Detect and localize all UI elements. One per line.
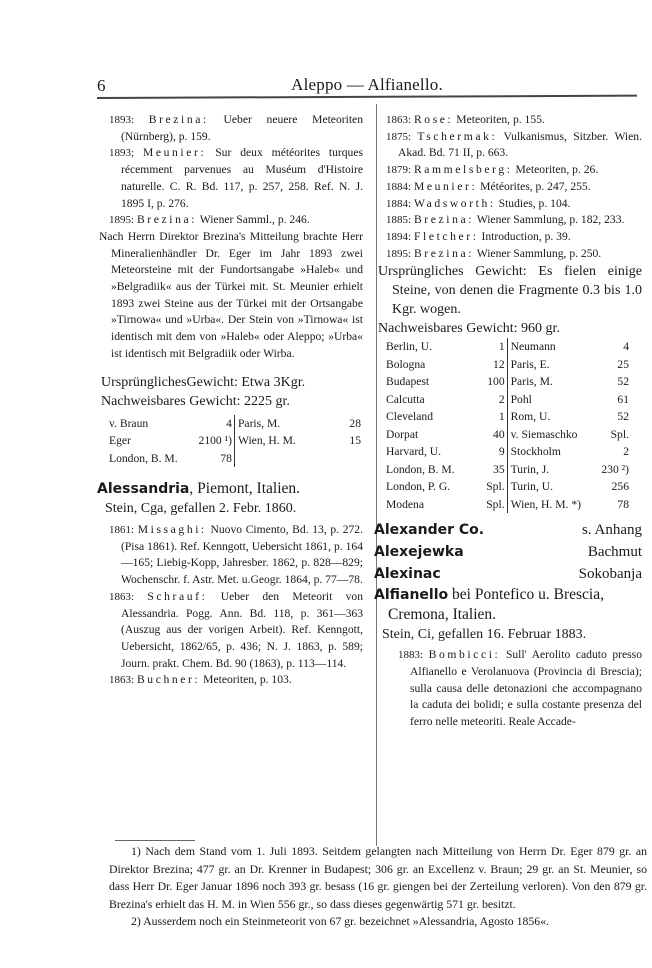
author: Schrauf: xyxy=(147,589,208,603)
table-row: London, B. M. 78 xyxy=(109,450,363,468)
collection-weight: 100 xyxy=(487,375,505,389)
reference-entry: 1861: Missaghi: Nuovo Cimento, Bd. 13, p. 272. (Pisa 1861). Ref. Kenngott, Uebersicht 1861, p. 164—165; Liebig-Kopp, Jahresber. 1862, p. 828—829; Wochenschr. f. Astr. Met. u.Geogr. 1864, p. 77—78. xyxy=(109,523,364,587)
table-row xyxy=(386,356,631,374)
collection-name: Bologna xyxy=(386,357,426,371)
entry-heading-alfianello: Alfianello bei Pontefico u. Brescia, Cremona, Italien. xyxy=(374,586,604,624)
author: Buchner: xyxy=(136,673,201,687)
cross-reference-entry xyxy=(374,563,642,585)
collection-weight: 52 xyxy=(617,410,629,424)
author: Bombicci: xyxy=(428,648,501,662)
reference-entry: 1884: Meunier: Météorites, p. 247, 255. xyxy=(386,179,591,193)
collections-table xyxy=(386,338,631,513)
reference-entry: 1885: Brezina: Wiener Sammlung, p. 182, 233. xyxy=(386,213,625,227)
collection-name: Budapest xyxy=(386,375,430,389)
collection-name: Modena xyxy=(386,497,424,511)
collection-name: London, P. G. xyxy=(386,480,451,494)
collection-weight: 1 xyxy=(498,340,505,354)
collection-weight: 2 xyxy=(623,445,629,459)
fall-info: Stein, Cga, gefallen 2. Febr. 1860. xyxy=(105,501,297,517)
collection-name: Cleveland xyxy=(386,410,434,424)
reference-entry: 1893: Brezina: Ueber neuere Meteoriten (Nürnberg), p. 159. xyxy=(109,113,363,143)
reference-entry: 1893; Meunier: Sur deux météorites turques récemment parvenues au Muséum d'Histoire naturelle. C. R. Bd. 117, p. 257, 258. Ref. N. J. 1895 I, p. 276. xyxy=(109,146,364,210)
table-row xyxy=(386,443,631,461)
references-aleppo-cont xyxy=(386,112,642,262)
reference-entry: 1879: Rammelsberg: Meteoriten, p. 26. xyxy=(386,163,599,177)
entry-name: Alexejewka xyxy=(374,544,464,561)
reference-entry: 1884: Wadsworth: Studies, p. 104. xyxy=(386,196,571,210)
collection-weight: 9 xyxy=(498,445,505,459)
collection-weight: 1 xyxy=(498,410,505,424)
footnote-rule xyxy=(115,840,195,841)
reference-entry: 1894: Fletcher: Introduction, p. 39. xyxy=(386,229,571,243)
author: Brezina: xyxy=(413,246,475,260)
author: Tschermak: xyxy=(417,129,498,143)
collection-weight: 40 xyxy=(493,427,505,441)
original-weight: Ursprüngliches Gewicht: Es fielen einige Steine, von denen die Fragmente 0.3 bis 1.0 Kgr. wogen. xyxy=(378,264,642,318)
entry-name: Alfianello xyxy=(374,587,449,604)
cross-reference-entry xyxy=(374,541,642,563)
collection-weight: 4 xyxy=(623,340,629,354)
entry-name: Alessandria xyxy=(97,481,190,498)
table-row xyxy=(386,373,631,391)
collection-name: Rom, U. xyxy=(507,408,585,426)
fall-info: Stein, Ci, gefallen 16. Februar 1883. xyxy=(382,627,587,643)
references-aleppo xyxy=(109,112,363,229)
reference-entry: 1895: Brezina: Wiener Sammlung, p. 250. xyxy=(386,246,602,260)
author: Rammelsberg: xyxy=(413,163,513,177)
author: Fletcher: xyxy=(413,229,479,243)
page-number: 6 xyxy=(97,76,106,95)
table-row xyxy=(386,391,631,409)
entry-heading-alessandria: Alessandria, Piemont, Italien. xyxy=(97,480,301,498)
collection-weight: 25 xyxy=(617,357,629,371)
collection-name: Dorpat xyxy=(386,427,419,441)
table-row xyxy=(386,461,631,479)
left-column xyxy=(97,112,364,689)
collection-name: Turin, J. xyxy=(507,461,585,479)
collection-weight: 256 xyxy=(611,480,629,494)
footnote-2: 2) Ausserdem noch ein Steinmeteorit von 67 gr. bezeichnet »Alessandria, Agosto 1856«. xyxy=(131,914,550,928)
entry-name: Alexinac xyxy=(374,566,441,583)
reference-entry: 1895: Brezina: Wiener Samml., p. 246. xyxy=(109,213,310,227)
column-divider xyxy=(376,104,377,846)
collection-weight: 61 xyxy=(617,392,629,406)
collection-weight: 52 xyxy=(617,375,629,389)
page-header xyxy=(97,70,637,98)
collection-weight: Spl. xyxy=(486,497,505,511)
collection-name: Harvard, U. xyxy=(386,445,442,459)
collection-weight: Spl. xyxy=(486,480,505,494)
author: Wadsworth: xyxy=(413,196,496,210)
right-column xyxy=(374,112,642,731)
collection-weight: 78 xyxy=(617,497,629,511)
collection-weight: 2 xyxy=(498,392,505,406)
collection-name: Calcutta xyxy=(386,392,425,406)
collection-name: Stockholm xyxy=(507,443,585,461)
collections-table xyxy=(109,415,363,468)
collection-name: Turin, U. xyxy=(507,478,585,496)
see-reference: s. Anhang xyxy=(582,522,642,539)
collection-name: Neumann xyxy=(507,338,585,356)
reference-entry: 1863: Rose: Meteoriten, p. 155. xyxy=(386,113,545,126)
running-title: Aleppo — Alfianello. xyxy=(291,75,443,94)
entry-name: Alexander Co. xyxy=(374,522,485,539)
cross-references xyxy=(374,519,642,585)
collection-name: Paris, E. xyxy=(507,356,585,374)
collection-weight: 230 ²) xyxy=(601,462,629,476)
references-alessandria xyxy=(109,522,363,689)
reference-entry: 1875: Tschermak: Vulkanismus, Sitzber. Wien. Akad. Bd. 71 II, p. 663. xyxy=(386,129,642,160)
table-row xyxy=(386,478,631,496)
author: Meunier: xyxy=(142,146,207,160)
collection-name: Paris, M. xyxy=(507,373,585,391)
table-row xyxy=(386,408,631,426)
author: Brezina: xyxy=(148,113,209,126)
cross-reference-entry xyxy=(374,519,642,541)
collection-name: Berlin, U. xyxy=(386,340,433,354)
see-reference: Sokobanja xyxy=(578,566,642,583)
table-row xyxy=(386,338,631,356)
author: Missaghi: xyxy=(137,523,207,537)
collection-name: London, B. M. xyxy=(386,462,455,476)
original-weight: UrsprünglichesGewicht: Etwa 3Kgr. xyxy=(101,374,306,390)
reference-entry: 1863: Schrauf: Ueber den Meteorit von Alessandria. Pogg. Ann. Bd. 118, p. 361—363 (Auszug aus der vorigen Arbeit). Ref. Kenngott, Uebersicht, 1862/65, p. 436; N. J. 1863, p. 589; Journ. prakt. Chem. Bd. 90 (1863), p. 113—114. xyxy=(109,589,363,670)
author: Meunier: xyxy=(413,179,478,193)
reference-entry: 1883: Bombicci: Sull' Aerolito caduto presso Alfianello e Verolanuova (Provincia di Brescia); sulla causa delle detonazioni che accompagnano la caduta dei bolidi; e sulla costante presenza del ferro nelle meteoriti. Reale Accade- xyxy=(398,648,642,729)
note-paragraph: Nach Herrn Direktor Brezina's Mitteilung brachte Herr Mineralienhändler Dr. Eger im Jahr 1893 zwei Meteorsteine mit der Fundortsangabe »Haleb« und »Belgradiik« aus der Türkei mit. St. Meunier erhielt 1893 zwei Steine aus der Türkei mit der Ortsangabe »Tirnowa« und »Urba«. Der Stein von »Tirnowa« ist identisch mit dem von »Haleb« oder Aleppo; »Urba« ist identisch mit Belgradiik oder Wirba. xyxy=(99,229,363,360)
table-row xyxy=(386,426,631,444)
collection-name: Wien, H. M. *) xyxy=(507,496,585,514)
collection-weight: 35 xyxy=(493,462,505,476)
table-row xyxy=(386,496,631,514)
collection-weight: Spl. xyxy=(610,427,629,441)
author: Rose: xyxy=(413,113,454,126)
author: Brezina: xyxy=(136,213,198,227)
footnotes xyxy=(109,843,647,931)
table-row: Eger 2100 ¹) Wien, H. M. 15 xyxy=(109,432,363,450)
collection-name: Pohl xyxy=(507,391,585,409)
footnote-1: 1) Nach dem Stand vom 1. Juli 1893. Seitdem gelangten nach Mitteilung von Herrn Dr. Eger 879 gr. an Direktor Brezina; 477 gr. an Dr. Krenner in Budapest; 306 gr. an Excellenz v. Braun; 29 gr. an St. Meunier, so dass Herr Dr. Eger Januar 1896 noch 393 gr. besass (16 gr. giengen bei der Zerteilung verloren). Von den 879 gr. Brezina's erhielt das H. M. in Wien 556 gr., so dass dieses gegenwärtig 571 gr. besitzt. xyxy=(109,844,647,911)
preserved-weight: Nachweisbares Gewicht: 960 gr. xyxy=(378,321,560,337)
preserved-weight: Nachweisbares Gewicht: 2225 gr. xyxy=(101,393,290,409)
collection-weight: 12 xyxy=(493,357,505,371)
see-reference: Bachmut xyxy=(587,544,642,561)
collection-name: v. Siemaschko xyxy=(507,426,585,444)
reference-entry: 1863: Buchner: Meteoriten, p. 103. xyxy=(109,673,292,687)
author: Brezina: xyxy=(413,213,475,227)
table-row: v. Braun 4 Paris, M. 28 xyxy=(109,415,363,433)
